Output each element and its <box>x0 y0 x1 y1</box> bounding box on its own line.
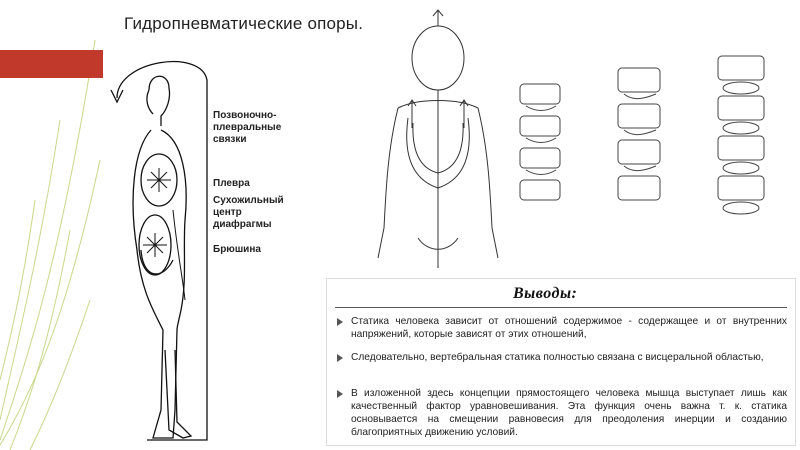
figure-skeleton-arrows <box>368 8 506 278</box>
vertebrae-drawing <box>506 42 782 232</box>
conclusion-text: В изложенной здесь концепции прямостоящего человека мышца выступает лишь как качественный фактор уравновешивания. Эта функция очень важна т. к. статика основывается на смещении равновесия для преодоления инерции и созданию благоприятных движению условий. <box>351 388 787 438</box>
figure-vertebrae-columns <box>506 42 782 232</box>
bullet-arrow-icon <box>337 318 343 326</box>
bullet-arrow-icon <box>337 390 343 398</box>
conclusion-item <box>337 315 787 341</box>
conclusions-panel <box>326 278 796 446</box>
conclusions-title: Выводы: <box>513 285 578 302</box>
conclusion-text: Статика человека зависит от отношений содержимое - содержащее и от внутренних напряжений, которые зависят от этих отношений, <box>351 316 787 340</box>
label-spinal-pleural-ligaments: Позвоночно-плевральные связки <box>213 110 282 145</box>
label-peritoneum: Брюшина <box>213 244 261 255</box>
figure-standing-person <box>103 50 293 445</box>
slide-title: Гидропневматические опоры. <box>124 14 364 33</box>
label-pleura: Плевра <box>213 178 250 189</box>
label-diaphragm-center: Сухожильный центр диафрагмы <box>213 195 284 230</box>
conclusion-item <box>337 351 787 364</box>
conclusion-item <box>337 387 787 439</box>
conclusion-text: Следовательно, вертебральная статика полностью связана с висцеральной областью, <box>351 352 764 363</box>
skeleton-drawing <box>368 8 506 278</box>
conclusions-divider <box>335 307 787 308</box>
accent-bar <box>0 50 103 78</box>
bullet-arrow-icon <box>337 354 343 362</box>
